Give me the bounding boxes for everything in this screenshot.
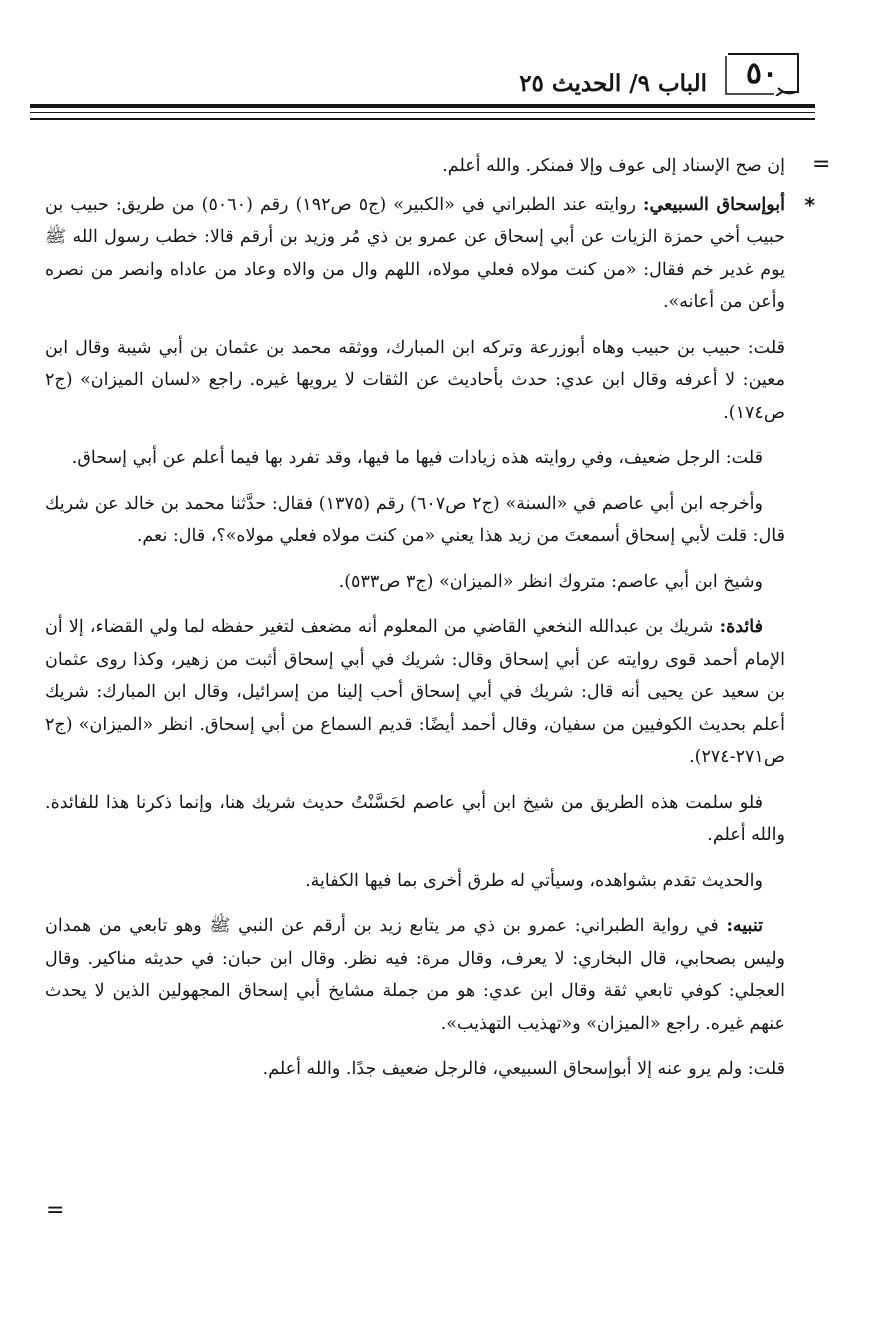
page-number-frame — [722, 52, 802, 96]
running-title: الباب ٩/ الحديث ٢٥ — [519, 70, 707, 97]
paragraph-lead: فائدة: — [719, 617, 763, 637]
paragraph-text: وشيخ ابن أبي عاصم: متروك انظر «الميزان» (ج٣ ص٥٣٣). — [338, 571, 763, 592]
paragraph — [45, 488, 785, 553]
paragraph-text: قلت: الرجل ضعيف، وفي روايته هذه زيادات فيها ما فيها، وقد تفرد بها فيما أعلم عن أبي إسحاق. — [71, 448, 763, 468]
paragraph — [45, 189, 815, 319]
paragraph-lead: أبوإسحاق السبيعي: — [643, 194, 785, 215]
paragraph — [45, 442, 785, 475]
paragraph — [45, 910, 785, 1040]
paragraph — [45, 611, 785, 774]
paragraph-text: في رواية الطبراني: عمرو بن ذي مر يتابع زيد بن أرقم عن النبي ﷺ وهو تابعي من همدان وليس بصحابي، قال البخاري: لا يعرف، وقال مرة: فيه نظر. وقال ابن حبان: في حديثه مناكير. وقال العجلي: كوفي تابعي ثقة وقال ابن عدي: هو من جملة مشايخ أبي إسحاق المجهولين الذين لا يحدث عنهم غيره. راجع «الميزان» و«تهذيب التهذيب». — [45, 916, 785, 1034]
paragraph-text: والحديث تقدم بشواهده، وسيأتي له طرق أخرى بما فيها الكفاية. — [305, 870, 763, 891]
paragraph-text: روايته عند الطبراني في «الكبير» (ج٥ ص١٩٢) رقم (٥٠٦٠) من طريق: حبيب بن حبيب أخي حمزة الزيات عن أبي إسحاق عن عمرو بن ذي مُر وزيد بن أرقم قالا: خطب رسول الله ﷺ يوم غدير خم فقال: «من كنت مولاه فعلي مولاه، اللهم وال من والاه وعاد من عاداه وانصر من نصره وأعن من أعانه». — [45, 194, 785, 312]
paragraph-text: قلت: حبيب بن حبيب وهاه أبوزرعة وتركه ابن المبارك، ووثقه محمد بن عثمان بن أبي شيبة وقال ابن معين: لا أعرفه وقال ابن عدي: حدث بأحاديث عن الثقات لا يرويها غيره. راجع «لسان الميزان» (ج٢ ص١٧٤). — [45, 337, 785, 423]
paragraph-text: قلت: ولم يرو عنه إلا أبوإسحاق السبيعي، فالرجل ضعيف جدًا. والله أعلم. — [262, 1059, 785, 1079]
header-rule-thick — [30, 104, 815, 108]
paragraph-text: إن صح الإسناد إلى عوف وإلا فمنكر. والله أعلم. — [442, 156, 785, 176]
paragraph — [45, 332, 785, 430]
paragraph — [45, 1053, 785, 1086]
page-header — [0, 0, 879, 130]
page-body — [45, 150, 815, 1099]
continuation-mark-bottom: = — [46, 1198, 65, 1223]
paragraph-lead: تنبيه: — [726, 916, 763, 936]
paragraph-text: وأخرجه ابن أبي عاصم في «السنة» (ج٢ ص٦٠٧) رقم (١٣٧٥) فقال: حدَّثنا محمد بن خالد عن شريك قال: قلت لأبي إسحاق أسمعتَ من زيد هذا يعني «من كنت مولاه فعلي مولاه»؟، قال: نعم. — [45, 493, 785, 546]
paragraph — [45, 150, 785, 183]
continuation-mark-top: = — [812, 152, 831, 177]
header-rule-thin — [30, 112, 815, 113]
header-rule-bottom — [30, 118, 815, 120]
paragraph-text: فلو سلمت هذه الطريق من شيخ ابن أبي عاصم لحَسَّنْتُ حديث شريك هنا، وإنما ذكرنا هذا للفائدة. والله أعلم. — [45, 792, 785, 845]
asterisk-marker: * — [804, 192, 815, 217]
paragraph-text: شريك بن عبدالله النخعي القاضي من المعلوم أنه مضعف لتغير حفظه لما ولي القضاء، إلا أن الإمام أحمد قوى روايته عن أبي إسحاق وقال: شريك في أبي إسحاق أثبت من زهير، وكذا روى عثمان بن سعيد عن يحيى أنه قال: شريك في أبي إسحاق أحب إلينا من إسرائيل، وقال ابن المبارك: شريك أعلم بحديث الكوفيين من سفيان، وقال أحمد أيضًا: قديم السماع من أبي إسحاق. انظر «الميزان» (ج٢ ص٢٧١-٢٧٤). — [45, 617, 785, 767]
paragraph — [45, 865, 785, 898]
paragraph — [45, 566, 785, 599]
paragraph — [45, 787, 785, 852]
page-number: ٥٠ — [745, 56, 779, 91]
